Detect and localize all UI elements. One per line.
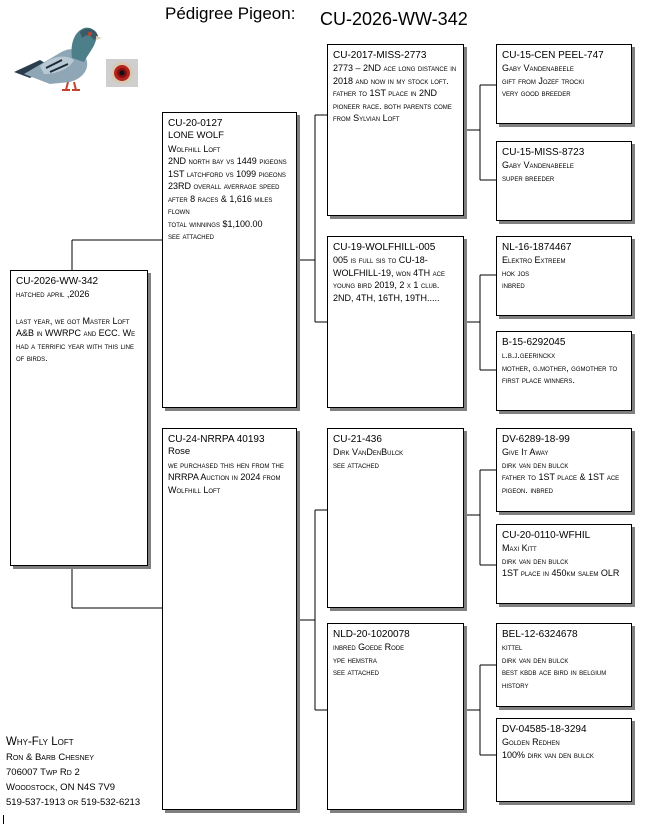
dam-name: Rose bbox=[168, 446, 191, 457]
granddam-maternal-line: see attached bbox=[333, 667, 379, 677]
great-grandparent-ring: DV-6289-18-99 bbox=[502, 434, 570, 445]
great-grandparent-box bbox=[496, 623, 632, 707]
grandsire-maternal-box bbox=[327, 428, 464, 608]
dam-ring: CU-24-NRRPA 40193 bbox=[168, 434, 265, 445]
great-grandparent-line: Gaby Vandenabeele bbox=[502, 160, 574, 170]
great-grandparent-line: Elektro Extreem bbox=[502, 255, 566, 265]
grandsire-paternal-box bbox=[327, 44, 464, 216]
great-grandparent-line: Gaby Vandenabeele bbox=[502, 63, 574, 73]
pigeon-illustration-icon bbox=[10, 14, 102, 94]
granddam-maternal-line: ype hemstra bbox=[333, 654, 377, 665]
great-grandparent-line: best kbdb ace bird in belgium history bbox=[502, 667, 607, 690]
granddam-paternal-ring: CU-19-WOLFHILL-005 bbox=[333, 242, 436, 253]
dam-line: we purchased this hen from the NRRPA Auction in 2024 from Wolfhill Loft bbox=[168, 459, 284, 495]
sire-line: 1ST latchford vs 1099 pigeons bbox=[168, 168, 286, 179]
great-grandparent-line: mother, g.mother, ggmother to first place winners. bbox=[502, 362, 618, 385]
great-grandparent-line: Golden Redhen bbox=[502, 737, 560, 747]
great-grandparent-ring: CU-15-CEN PEEL-747 bbox=[502, 50, 604, 61]
granddam-maternal-line: inbred Goede Rode bbox=[333, 642, 405, 652]
great-grandparent-line: kittel bbox=[502, 642, 523, 652]
loft-contact-info bbox=[6, 735, 140, 810]
loft-city: Woodstock, ON N4S 7V9 bbox=[6, 782, 116, 793]
grandsire-maternal-line: Dirk VanDenBulck bbox=[333, 447, 404, 457]
page-edge-mark bbox=[3, 815, 4, 824]
grandsire-maternal-ring: CU-21-436 bbox=[333, 434, 382, 445]
loft-owners: Ron & Barb Chesney bbox=[6, 752, 94, 763]
great-grandparent-box bbox=[496, 718, 632, 802]
grandsire-maternal-line: see attached bbox=[333, 459, 379, 470]
great-grandparent-box bbox=[496, 141, 632, 221]
great-grandparent-line: dirk van den bulck bbox=[502, 555, 569, 566]
great-grandparent-line: 1ST place in 450km salem OLR bbox=[502, 568, 620, 578]
pedigree-header-ring: CU-2026-WW-342 bbox=[320, 9, 468, 29]
dam-box bbox=[162, 428, 297, 810]
granddam-maternal-box bbox=[327, 623, 464, 810]
great-grandparent-box bbox=[496, 331, 632, 411]
great-grandparent-ring: BEL-12-6324678 bbox=[502, 629, 578, 640]
great-grandparent-line: hok jos bbox=[502, 267, 530, 278]
sire-ring: CU-20-0127 bbox=[168, 118, 223, 129]
great-grandparent-line: Give It Away bbox=[502, 447, 549, 457]
great-grandparent-box bbox=[496, 236, 632, 316]
loft-address: 706007 Twp Rd 2 bbox=[6, 767, 80, 778]
great-grandparent-line: 100% dirk van den bulck bbox=[502, 749, 594, 760]
great-grandparent-line: inbred bbox=[502, 280, 525, 290]
sire-line: 2ND north bay vs 1449 pigeons bbox=[168, 156, 287, 166]
pigeon-eye-photo-icon bbox=[106, 59, 138, 87]
great-grandparent-line: dirk van den bulck bbox=[502, 459, 569, 470]
great-grandparent-line: super breeder bbox=[502, 172, 555, 183]
great-grandparent-ring: CU-15-MISS-8723 bbox=[502, 147, 585, 158]
great-grandparent-line: l.b.j.geerinckx bbox=[502, 350, 556, 360]
great-grandparent-line: father to 1ST place & 1ST ace pigeon. inbred bbox=[502, 472, 620, 495]
sire-line: 23RD overall averrage speed after 8 races & 1,616 miles flown bbox=[168, 181, 280, 216]
great-grandparent-line: very good breeder bbox=[502, 88, 571, 98]
pedigree-header-label: Pédigree Pigeon: bbox=[165, 4, 296, 23]
great-grandparent-ring: B-15-6292045 bbox=[502, 337, 566, 348]
sire-line: Wolfhill Loft bbox=[168, 143, 221, 154]
great-grandparent-line: gift from Jozef trocki bbox=[502, 75, 584, 86]
sire-box bbox=[162, 112, 297, 408]
sire-line: total winnings $1,100.00 bbox=[168, 218, 263, 229]
granddam-paternal-box bbox=[327, 236, 464, 408]
subject-hatched: hatched april ,2026 bbox=[16, 289, 90, 299]
great-grandparent-line: dirk van den bulck bbox=[502, 654, 569, 665]
great-grandparent-box bbox=[496, 524, 632, 604]
grandsire-paternal-ring: CU-2017-MISS-2773 bbox=[333, 50, 427, 61]
loft-name: Why-Fly Loft bbox=[6, 736, 74, 748]
grandsire-paternal-line: 2773 – 2ND ace long distance in 2018 and now in my stock loft. father to 1ST place in 2ND pioneer race. both parents come from Sylvian Loft bbox=[333, 63, 457, 123]
loft-phone: 519-537-1913 or 519-532-6213 bbox=[6, 797, 141, 808]
great-grandparent-line: Maxi Kitt bbox=[502, 543, 537, 553]
granddam-maternal-ring: NLD-20-1020078 bbox=[333, 629, 410, 640]
granddam-paternal-line: 005 is full sis to CU-18-WOLFHILL-19, won 4TH ace young bird 2019, 2 x 1 club. 2ND, 4TH, 16TH, 19TH..... bbox=[333, 255, 446, 303]
subject-notes: last year, we got Master Loft A&B in WWRPC and ECC. We had a terrific year with this line of birds. bbox=[16, 315, 136, 363]
great-grandparent-ring: NL-16-1874467 bbox=[502, 242, 572, 253]
sire-name: LONE WOLF bbox=[168, 130, 224, 141]
great-grandparent-box bbox=[496, 428, 632, 512]
subject-box bbox=[10, 270, 148, 566]
great-grandparent-box bbox=[496, 44, 632, 124]
subject-ring: CU-2026-WW-342 bbox=[16, 276, 99, 287]
sire-line: see attached bbox=[168, 231, 214, 241]
great-grandparent-ring: CU-20-0110-WFHIL bbox=[502, 530, 591, 541]
great-grandparent-ring: DV-04585-18-3294 bbox=[502, 724, 587, 735]
